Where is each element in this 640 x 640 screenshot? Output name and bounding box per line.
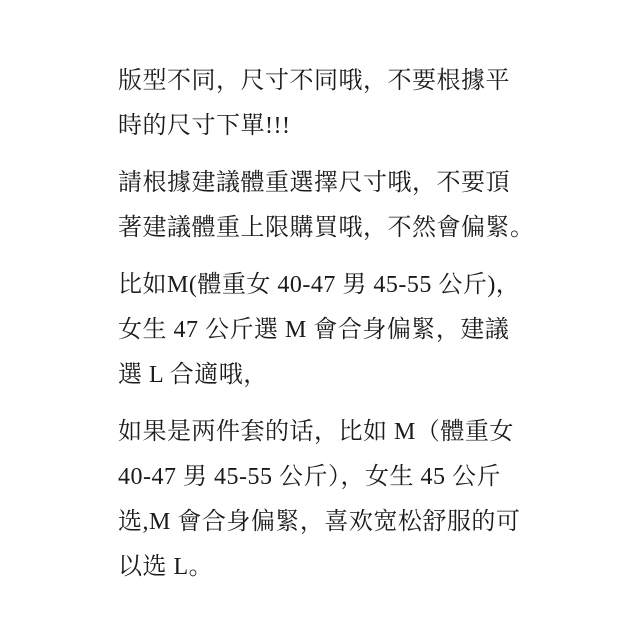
text-line: 以选 L。 xyxy=(118,554,214,580)
paragraph-two-piece-example xyxy=(118,410,588,590)
paragraph-weight-advice xyxy=(118,161,588,251)
paragraph-fit-warning xyxy=(118,59,588,149)
text-line: 選 L 合適哦， xyxy=(118,362,268,388)
paragraph-size-m-example xyxy=(118,263,588,398)
text-line: 女生 47 公斤選 M 會合身偏緊，建議 xyxy=(118,317,510,343)
text-line: 著建議體重上限購買哦，不然會偏緊。 xyxy=(118,215,535,241)
text-line: 比如M(體重女 40-47 男 45-55 公斤)， xyxy=(118,272,521,298)
text-line: 40-47 男 45-55 公斤），女生 45 公斤 xyxy=(118,464,501,490)
text-line: 选,M 會合身偏緊，喜欢宽松舒服的可 xyxy=(118,509,521,535)
size-advisory-text-block xyxy=(118,59,588,590)
text-line: 如果是两件套的话，比如 M（體重女 xyxy=(118,419,514,445)
text-line: 時的尺寸下單!!! xyxy=(118,113,291,139)
text-line: 請根據建議體重選擇尺寸哦，不要頂 xyxy=(118,170,510,196)
text-line: 版型不同，尺寸不同哦，不要根據平 xyxy=(118,68,510,94)
